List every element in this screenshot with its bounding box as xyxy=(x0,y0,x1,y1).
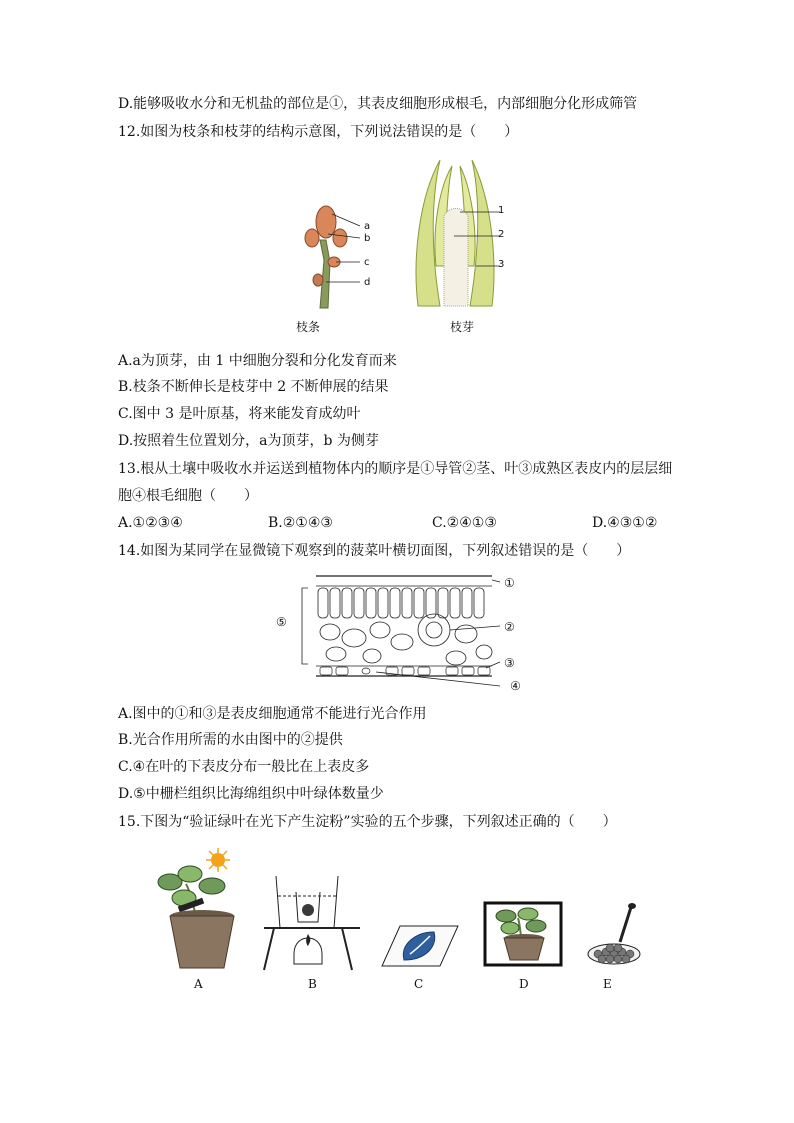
bud-caption: 枝芽 xyxy=(450,320,475,334)
bud-section-diagram xyxy=(410,156,500,306)
q12-option-a: A.a为顶芽，由 1 中细胞分裂和分化发育而来 xyxy=(118,353,397,369)
q13-option-c: C.②④①③ xyxy=(432,515,497,531)
step-a-caption: A xyxy=(194,977,203,991)
leaf-cross-section-diagram xyxy=(296,568,506,688)
q12-option-d: D.按照着生位置划分，a为顶芽，b 为侧芽 xyxy=(118,433,379,449)
step-d-caption: D xyxy=(519,977,529,991)
bud-label-2: 2 xyxy=(498,229,505,240)
step-e-iodine-drop xyxy=(584,902,644,968)
q15-stem: 15.下图为“验证绿叶在光下产生淀粉”实验的五个步骤，下列叙述正确的（ ） xyxy=(118,814,617,830)
q13-option-b: B.②①④③ xyxy=(268,515,333,531)
step-e-caption: E xyxy=(603,977,612,991)
twig-caption: 枝条 xyxy=(296,320,321,334)
step-c-stained-leaf xyxy=(380,924,460,968)
leaf-label-3: ③ xyxy=(504,656,515,670)
q13-stem-line2: 胞④根毛细胞（ ） xyxy=(118,488,258,504)
bud-label-3: 3 xyxy=(498,259,505,270)
bud-label-1: 1 xyxy=(498,205,505,216)
leaf-label-5: ⑤ xyxy=(276,615,287,629)
step-b-water-bath xyxy=(262,872,362,972)
step-a-plant-in-sun xyxy=(156,846,242,972)
twig-label-c: c xyxy=(364,257,370,268)
twig-label-b: b xyxy=(364,233,371,244)
twig-label-d: d xyxy=(364,277,371,288)
step-d-plant-in-dark xyxy=(484,902,562,966)
q14-option-a: A.图中的①和③是表皮细胞通常不能进行光合作用 xyxy=(118,706,427,722)
step-c-caption: C xyxy=(414,977,424,991)
q13-stem-line1: 13.根从土壤中吸收水并运送到植物体内的顺序是①导管②茎、叶③成熟区表皮内的层层细 xyxy=(118,461,673,477)
leaf-label-4: ④ xyxy=(510,679,521,693)
step-b-caption: B xyxy=(308,977,317,991)
q12-option-b: B.枝条不断伸长是枝芽中 2 不断伸展的结果 xyxy=(118,379,389,395)
q12-stem: 12.如图为枝条和枝芽的结构示意图，下列说法错误的是（ ） xyxy=(118,124,519,140)
q14-option-b: B.光合作用所需的水由图中的②提供 xyxy=(118,732,343,748)
q11-option-d: D.能够吸收水分和无机盐的部位是①，其表皮细胞形成根毛，内部细胞分化形成筛管 xyxy=(118,96,638,112)
q12-option-c: C.图中 3 是叶原基，将来能发育成幼叶 xyxy=(118,406,361,422)
q13-option-d: D.④③①② xyxy=(592,515,658,531)
leaf-label-1: ① xyxy=(504,576,515,590)
q14-option-c: C.④在叶的下表皮分布一般比在上表皮多 xyxy=(118,759,370,775)
leaf-label-2: ② xyxy=(504,620,515,634)
q13-option-a: A.①②③④ xyxy=(118,515,183,531)
q14-stem: 14.如图为某同学在显微镜下观察到的菠菜叶横切面图，下列叙述错误的是（ ） xyxy=(118,543,631,559)
q14-option-d: D.⑤中栅栏组织比海绵组织中叶绿体数量少 xyxy=(118,786,384,802)
twig-diagram xyxy=(290,200,370,310)
twig-label-a: a xyxy=(364,221,371,232)
